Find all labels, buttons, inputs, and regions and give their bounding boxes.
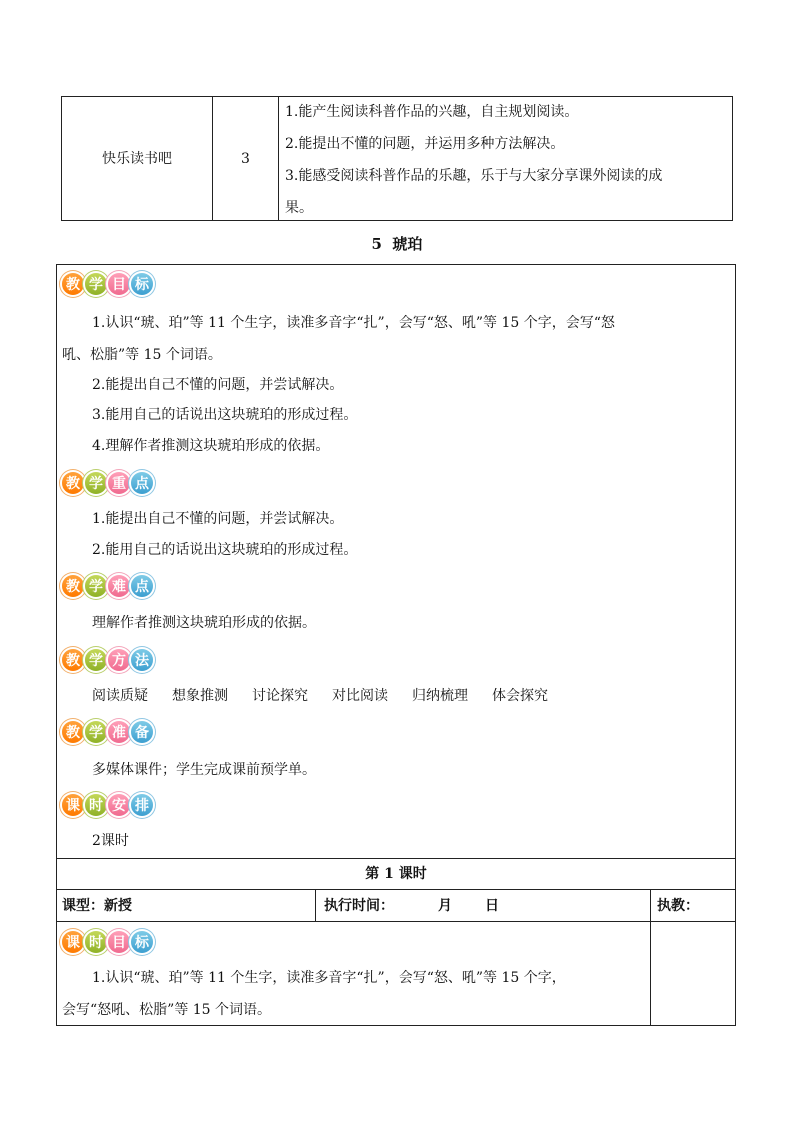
goal-line-1: 1.认识“琥、珀”等 11 个生字，读准多音字“扎”，会写“怒、吼”等 15 个字，会写“怒 <box>92 315 615 331</box>
method-6: 体会探究 <box>492 688 548 704</box>
badge-schedule: 课 时 安 排 <box>62 792 154 818</box>
badge-methods: 教 学 方 法 <box>62 647 154 673</box>
method-5: 归纳梳理 <box>412 688 468 704</box>
badge-preparation: 教 学 准 备 <box>62 719 154 745</box>
goal-line-4: 3.能用自己的话说出这块琥珀的形成过程。 <box>92 407 358 423</box>
execution-time-label: 执行时间： <box>324 898 394 914</box>
key-point-1: 1.能提出自己不懂的问题，并尝试解决。 <box>92 511 344 527</box>
schedule-line: 2课时 <box>92 833 129 849</box>
goal-line-3: 2.能提出自己不懂的问题，并尝试解决。 <box>92 377 344 393</box>
month-label: 月 <box>438 898 452 914</box>
key-point-2: 2.能用自己的话说出这块琥珀的形成过程。 <box>92 542 358 558</box>
badge-teaching-goals: 教 学 目 标 <box>62 271 154 297</box>
method-2: 想象推测 <box>172 688 228 704</box>
goal-line-2: 吼、松脂”等 15 个词语。 <box>62 347 222 363</box>
badge-period-goals: 课 时 目 标 <box>62 929 154 955</box>
method-3: 讨论探究 <box>252 688 308 704</box>
difficulty-line: 理解作者推测这块琥珀形成的依据。 <box>92 615 316 631</box>
activity-hours: 3 <box>241 151 250 167</box>
day-label: 日 <box>485 898 499 914</box>
teacher-label: 执教： <box>657 898 699 914</box>
activity-goal-2: 2.能提出不懂的问题，并运用多种方法解决。 <box>285 136 565 152</box>
activity-goal-3: 3.能感受阅读科普作品的乐趣，乐于与大家分享课外阅读的成 <box>285 168 663 184</box>
activity-goal-1: 1.能产生阅读科普作品的兴趣，自主规划阅读。 <box>285 104 579 120</box>
activity-name: 快乐读书吧 <box>102 151 172 167</box>
preparation-line: 多媒体课件；学生完成课前预学单。 <box>92 762 316 778</box>
activity-goal-4: 果。 <box>285 200 313 216</box>
method-1: 阅读质疑 <box>92 688 148 704</box>
period-title: 第 1 课时 <box>365 866 427 882</box>
badge-difficulties: 教 学 难 点 <box>62 573 154 599</box>
lesson-type: 课型：新授 <box>62 898 132 914</box>
period-goal-line-2: 会写“怒吼、松脂”等 15 个词语。 <box>62 1002 272 1018</box>
period-goal-line-1: 1.认识“琥、珀”等 11 个生字，读准多音字“扎”，会写“怒、吼”等 15 个字， <box>92 970 566 986</box>
goal-line-5: 4.理解作者推测这块琥珀形成的依据。 <box>92 438 330 454</box>
badge-key-points: 教 学 重 点 <box>62 470 154 496</box>
method-4: 对比阅读 <box>332 688 388 704</box>
lesson-title: 5 琥珀 <box>371 235 423 253</box>
